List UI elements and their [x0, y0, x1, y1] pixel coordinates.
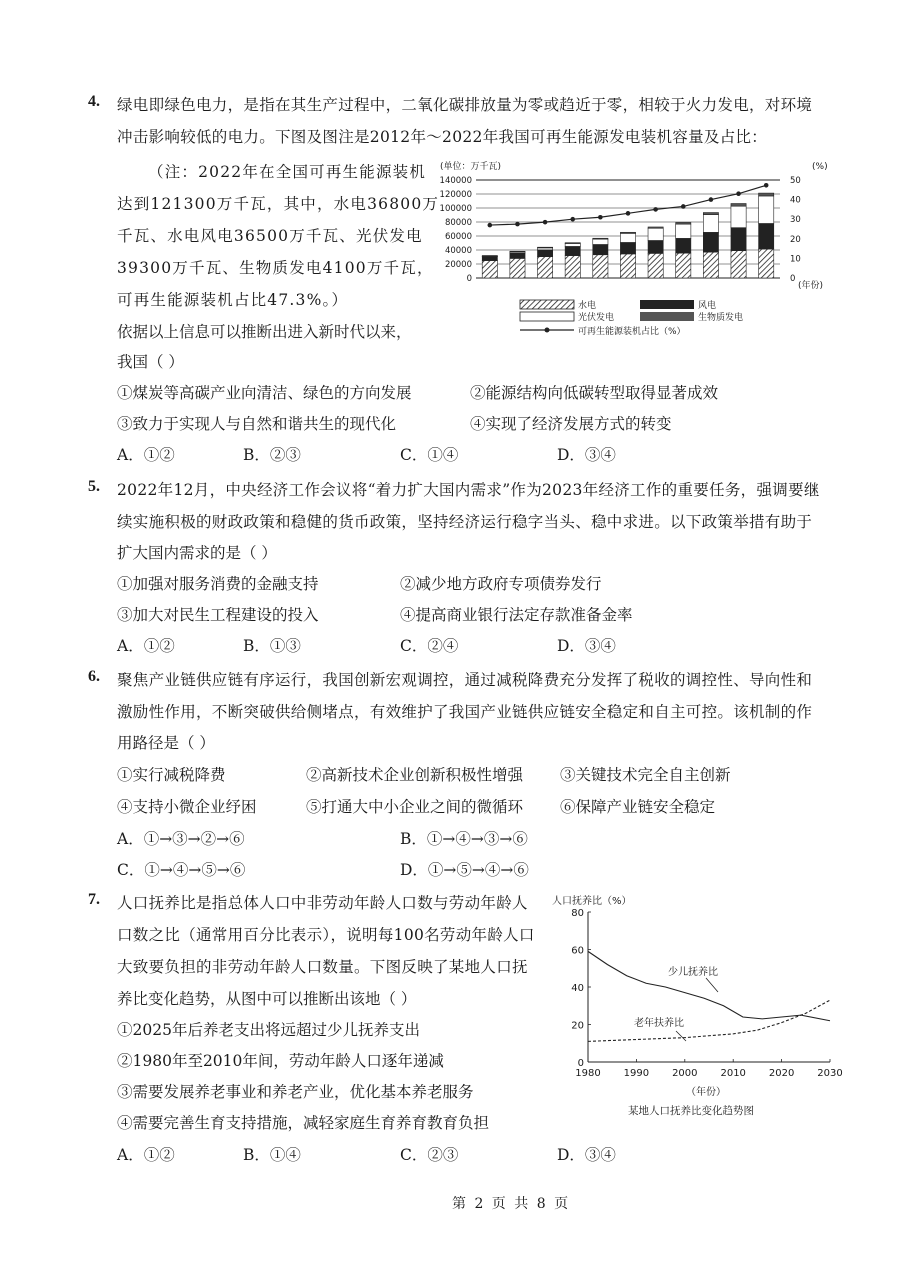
chart1-y-tick-40000: 40000: [444, 246, 472, 256]
chart1-right-unit: (%): [812, 162, 828, 172]
chart1-share-point-2012: [488, 223, 493, 228]
legend-label-solar: 光伏发电: [578, 313, 615, 323]
chart2-label-elder-ratio: 老年扶养比: [634, 1018, 684, 1029]
chart2-x-label: （年份）: [686, 1087, 726, 1098]
chart1-share-point-2022: [764, 183, 769, 188]
chart1-bar-水电-2012: [482, 261, 497, 278]
q4-stem-line-2: 我国（ ）: [117, 353, 184, 371]
chart1-bar-水电-2018: [648, 253, 663, 278]
legend-marker-share: [545, 328, 550, 333]
chart1-bar-水电-2019: [676, 253, 691, 278]
chart1-y-tick-20000: 20000: [444, 260, 472, 270]
chart1-bar-生物质发电-2020: [703, 213, 718, 215]
q7-choice-b[interactable]: B．①④: [243, 1146, 301, 1164]
question-number-6: 6.: [88, 668, 100, 685]
q6-choice-b[interactable]: B．①→④→③→⑥: [400, 830, 528, 848]
chart1-bars: [482, 193, 774, 278]
question-number-4: 4.: [88, 93, 100, 110]
chart2-pointer-child: [706, 978, 718, 992]
chart1-bar-光伏发电-2022: [759, 196, 774, 224]
q5-choice-c[interactable]: C．②④: [400, 637, 459, 655]
legend-swatch-solar: [520, 312, 574, 321]
q7-option-3: ③需要发展养老事业和养老产业，优化基本养老服务: [117, 1083, 474, 1101]
chart1-y-tick-140000: 140000: [439, 176, 472, 186]
q4-note-line-5: 可再生能源装机占比47.3%。）: [117, 291, 349, 309]
chart1-bar-水电-2020: [703, 252, 718, 278]
q6-option-2: ②高新技术企业创新积极性增强: [306, 766, 524, 784]
chart1-bar-光伏发电-2019: [676, 224, 691, 238]
q6-option-1: ①实行减税降费: [117, 766, 226, 784]
chart2-y-tick-80: 80: [571, 908, 584, 919]
chart1-bar-风电-2014: [537, 250, 552, 257]
legend-label-share: 可再生能源装机占比（%）: [578, 327, 686, 337]
chart1-bar-风电-2019: [676, 238, 691, 253]
q6-option-3: ③关键技术完全自主创新: [560, 766, 731, 784]
renewable-capacity-chart: [428, 158, 828, 343]
chart1-share-line: [488, 183, 769, 227]
chart1-bar-光伏发电-2018: [648, 228, 663, 240]
chart1-bar-水电-2013: [510, 258, 525, 278]
chart1-share-point-2013: [515, 222, 520, 227]
chart1-y-tick-120000: 120000: [439, 190, 472, 200]
legend-label-biomass: 生物质发电: [698, 313, 744, 323]
chart2-y-tick-labels: [571, 908, 584, 1069]
question-number-5: 5.: [88, 478, 100, 495]
chart1-y-tick-100000: 100000: [439, 204, 472, 214]
chart2-x-tick-1980: 1980: [575, 1068, 601, 1079]
chart1-bar-光伏发电-2021: [731, 206, 746, 227]
q7-text-line-2: 口数之比（通常用百分比表示），说明每100名劳动年龄人口: [117, 926, 535, 944]
chart1-y2-tick-labels: [790, 176, 801, 284]
q7-choice-d[interactable]: D．③④: [557, 1146, 616, 1164]
chart2-x-tick-2030: 2030: [817, 1068, 843, 1079]
chart2-y-tick-20: 20: [571, 1020, 584, 1032]
chart1-bar-风电-2017: [620, 242, 635, 253]
q4-note-line-1: （注：2022年在全国可再生能源装机: [148, 163, 427, 181]
chart1-bar-风电-2012: [482, 256, 497, 260]
q5-choice-a[interactable]: A．①②: [117, 637, 175, 655]
q7-choice-a[interactable]: A．①②: [117, 1146, 175, 1164]
q4-text-line-1: 绿电即绿色电力，是指在其生产过程中，二氧化碳排放量为零或趋近于零，相较于火力发电，对环境: [117, 96, 813, 114]
chart1-bar-生物质发电-2018: [648, 227, 663, 228]
chart1-bar-生物质发电-2014: [537, 247, 552, 248]
chart2-line-老年扶养比: [588, 1000, 830, 1041]
chart1-bar-生物质发电-2015: [565, 243, 580, 244]
legend-label-hydro: 水电: [578, 301, 597, 311]
chart1-y2-tick-20: 20: [790, 234, 801, 245]
q7-choice-c[interactable]: C．②③: [400, 1146, 459, 1164]
q4-choice-c[interactable]: C．①④: [400, 446, 459, 464]
chart2-y-label: 人口抚养比（%）: [552, 896, 632, 907]
chart1-share-point-2017: [626, 211, 631, 216]
q7-text-line-3: 大致要负担的非劳动年龄人口数量。下图反映了某地人口抚: [117, 958, 528, 976]
q6-text-line-3: 用路径是（ ）: [117, 734, 215, 752]
chart1-legend: [520, 299, 743, 337]
chart2-y-tick-60: 60: [571, 945, 584, 957]
chart1-bar-风电-2022: [759, 223, 774, 249]
chart1-y2-tick-50: 50: [790, 176, 801, 186]
chart1-bar-风电-2015: [565, 246, 580, 255]
chart2-x-tick-2000: 2000: [672, 1068, 698, 1079]
chart1-bar-风电-2021: [731, 228, 746, 251]
q5-option-1: ①加强对服务消费的金融支持: [117, 575, 319, 593]
q5-option-3: ③加大对民生工程建设的投入: [117, 606, 319, 624]
chart1-share-polyline: [490, 185, 766, 225]
q4-choice-d[interactable]: D．③④: [557, 446, 616, 464]
q5-text-line-3: 扩大国内需求的是（ ）: [117, 544, 277, 562]
q4-option-2: ②能源结构向低碳转型取得显著成效: [470, 384, 719, 402]
dependency-ratio-chart: [548, 890, 848, 1122]
chart1-bar-水电-2017: [620, 254, 635, 278]
chart1-bar-水电-2021: [731, 251, 746, 278]
chart2-title: 某地人口抚养比变化趋势图: [628, 1105, 754, 1117]
legend-swatch-wind: [640, 300, 694, 309]
chart2-pointer-elder: [676, 1031, 686, 1041]
chart1-share-point-2021: [736, 191, 741, 196]
legend-label-wind: 风电: [698, 301, 717, 311]
chart1-y2-tick-40: 40: [790, 195, 801, 206]
chart1-bar-生物质发电-2019: [676, 222, 691, 224]
chart1-bar-风电-2018: [648, 240, 663, 253]
page-footer: 第 2 页 共 8 页: [452, 1196, 571, 1212]
chart2-x-tick-1990: 1990: [623, 1068, 650, 1079]
q4-note-line-4: 39300万千瓦、生物质发电4100万千瓦，: [117, 259, 434, 277]
question-number-7: 7.: [88, 891, 100, 908]
q4-note-line-3: 千瓦、水电风电36500万千瓦、光伏发电: [117, 227, 423, 245]
chart1-bar-生物质发电-2016: [593, 238, 608, 239]
chart1-bar-风电-2020: [703, 232, 718, 252]
chart1-bar-生物质发电-2022: [759, 193, 774, 196]
chart1-y-tick-labels: [440, 176, 472, 284]
legend-swatch-biomass: [640, 312, 694, 321]
chart1-bar-生物质发电-2013: [510, 251, 525, 252]
q7-text-line-4: 养比变化趋势，从图中可以推断出该地（ ）: [117, 990, 417, 1008]
chart2-x-tick-2020: 2020: [768, 1068, 795, 1079]
chart1-bar-水电-2022: [759, 249, 774, 278]
chart2-label-child-ratio: 少儿抚养比: [668, 967, 718, 978]
chart1-left-unit: (单位：万千瓦): [440, 162, 502, 172]
chart1-share-point-2018: [653, 207, 658, 212]
legend-swatch-hydro: [520, 300, 574, 309]
chart1-y-tick-80000: 80000: [444, 218, 472, 228]
chart1-bar-水电-2015: [565, 256, 580, 278]
chart1-bar-光伏发电-2017: [620, 233, 635, 242]
chart1-share-point-2014: [543, 220, 548, 225]
q4-choice-b[interactable]: B．②③: [243, 446, 301, 464]
chart2-y-tick-40: 40: [571, 983, 584, 994]
q4-note-line-2: 达到121300万千瓦，其中，水电36800万: [117, 195, 440, 213]
chart1-bar-水电-2014: [537, 257, 552, 278]
q4-option-4: ④实现了经济发展方式的转变: [470, 415, 672, 433]
q5-text-line-2: 续实施积极的财政政策和稳健的货币政策，坚持经济运行稳字当头、稳中求进。以下政策举措有助于: [117, 513, 813, 531]
q6-option-5: ⑤打通大中小企业之间的微循环: [306, 798, 524, 816]
q5-choice-b[interactable]: B．①③: [243, 637, 301, 655]
chart1-y2-tick-10: 10: [790, 254, 801, 265]
q6-text-line-2: 激励性作用，不断突破供给侧堵点，有效维护了我国产业链供应链安全稳定和自主可控。该机制的作: [117, 703, 813, 721]
q4-option-1: ①煤炭等高碳产业向清洁、绿色的方向发展: [117, 384, 412, 402]
chart1-bar-光伏发电-2020: [703, 215, 718, 233]
chart1-bar-光伏发电-2015: [565, 243, 580, 246]
chart2-x-tick-labels: [575, 1068, 842, 1079]
q6-option-4: ④支持小微企业纾困: [117, 798, 257, 816]
chart2-line-少儿抚养比: [588, 951, 830, 1020]
q6-choice-d[interactable]: D．①→⑤→④→⑥: [400, 861, 529, 879]
q4-text-line-2: 冲击影响较低的电力。下图及图注是2012年～2022年我国可再生能源发电装机容量及占比：: [117, 128, 768, 146]
q5-option-2: ②减少地方政府专项债券发行: [400, 575, 602, 593]
q4-choice-a[interactable]: A．①②: [117, 446, 175, 464]
chart2-y-tick-0: 0: [577, 1058, 584, 1069]
chart1-share-point-2019: [681, 204, 686, 209]
chart1-share-point-2015: [570, 217, 575, 222]
chart1-bar-风电-2013: [510, 253, 525, 258]
q6-choice-c[interactable]: C．①→④→⑤→⑥: [117, 861, 246, 879]
chart1-y2-tick-0: 0: [790, 274, 796, 284]
chart1-y-tick-60000: 60000: [444, 232, 472, 242]
chart1-bar-水电-2016: [593, 255, 608, 278]
chart2-series-lines: [588, 951, 830, 1041]
chart1-bar-光伏发电-2016: [593, 239, 608, 244]
chart1-share-point-2016: [598, 215, 603, 220]
chart1-bar-生物质发电-2012: [482, 256, 497, 257]
chart1-share-point-2020: [709, 197, 714, 202]
q7-option-4: ④需要完善生育支持措施，减轻家庭生育养育教育负担: [117, 1114, 490, 1132]
q7-option-1: ①2025年后养老支出将远超过少儿抚养支出: [117, 1021, 420, 1039]
q5-text-line-1: 2022年12月，中央经济工作会议将“着力扩大国内需求”作为2023年经济工作的重要任务，强调要继: [117, 481, 820, 499]
q6-text-line-1: 聚焦产业链供应链有序运行，我国创新宏观调控，通过减税降费充分发挥了税收的调控性、导向性和: [117, 671, 813, 689]
q4-stem-line-1: 依据以上信息可以推断出进入新时代以来，: [117, 323, 412, 341]
chart1-bar-生物质发电-2021: [731, 204, 746, 207]
q4-option-3: ③致力于实现人与自然和谐共生的现代化: [117, 415, 397, 433]
q6-option-6: ⑥保障产业链安全稳定: [560, 798, 716, 816]
q7-option-2: ②1980年至2010年间，劳动年龄人口逐年递减: [117, 1052, 444, 1070]
q5-choice-d[interactable]: D．③④: [557, 637, 616, 655]
chart2-x-tick-2010: 2010: [720, 1068, 746, 1079]
chart1-x-label: (年份): [798, 281, 824, 291]
q7-text-line-1: 人口抚养比是指总体人口中非劳动年龄人口数与劳动年龄人: [117, 894, 528, 912]
q6-choice-a[interactable]: A．①→③→②→⑥: [117, 830, 245, 848]
chart1-y-tick-0: 0: [466, 274, 472, 284]
q5-option-4: ④提高商业银行法定存款准备金率: [400, 606, 633, 624]
chart1-y2-tick-30: 30: [790, 215, 801, 226]
chart1-bar-生物质发电-2017: [620, 232, 635, 233]
chart1-bar-风电-2016: [593, 244, 608, 254]
